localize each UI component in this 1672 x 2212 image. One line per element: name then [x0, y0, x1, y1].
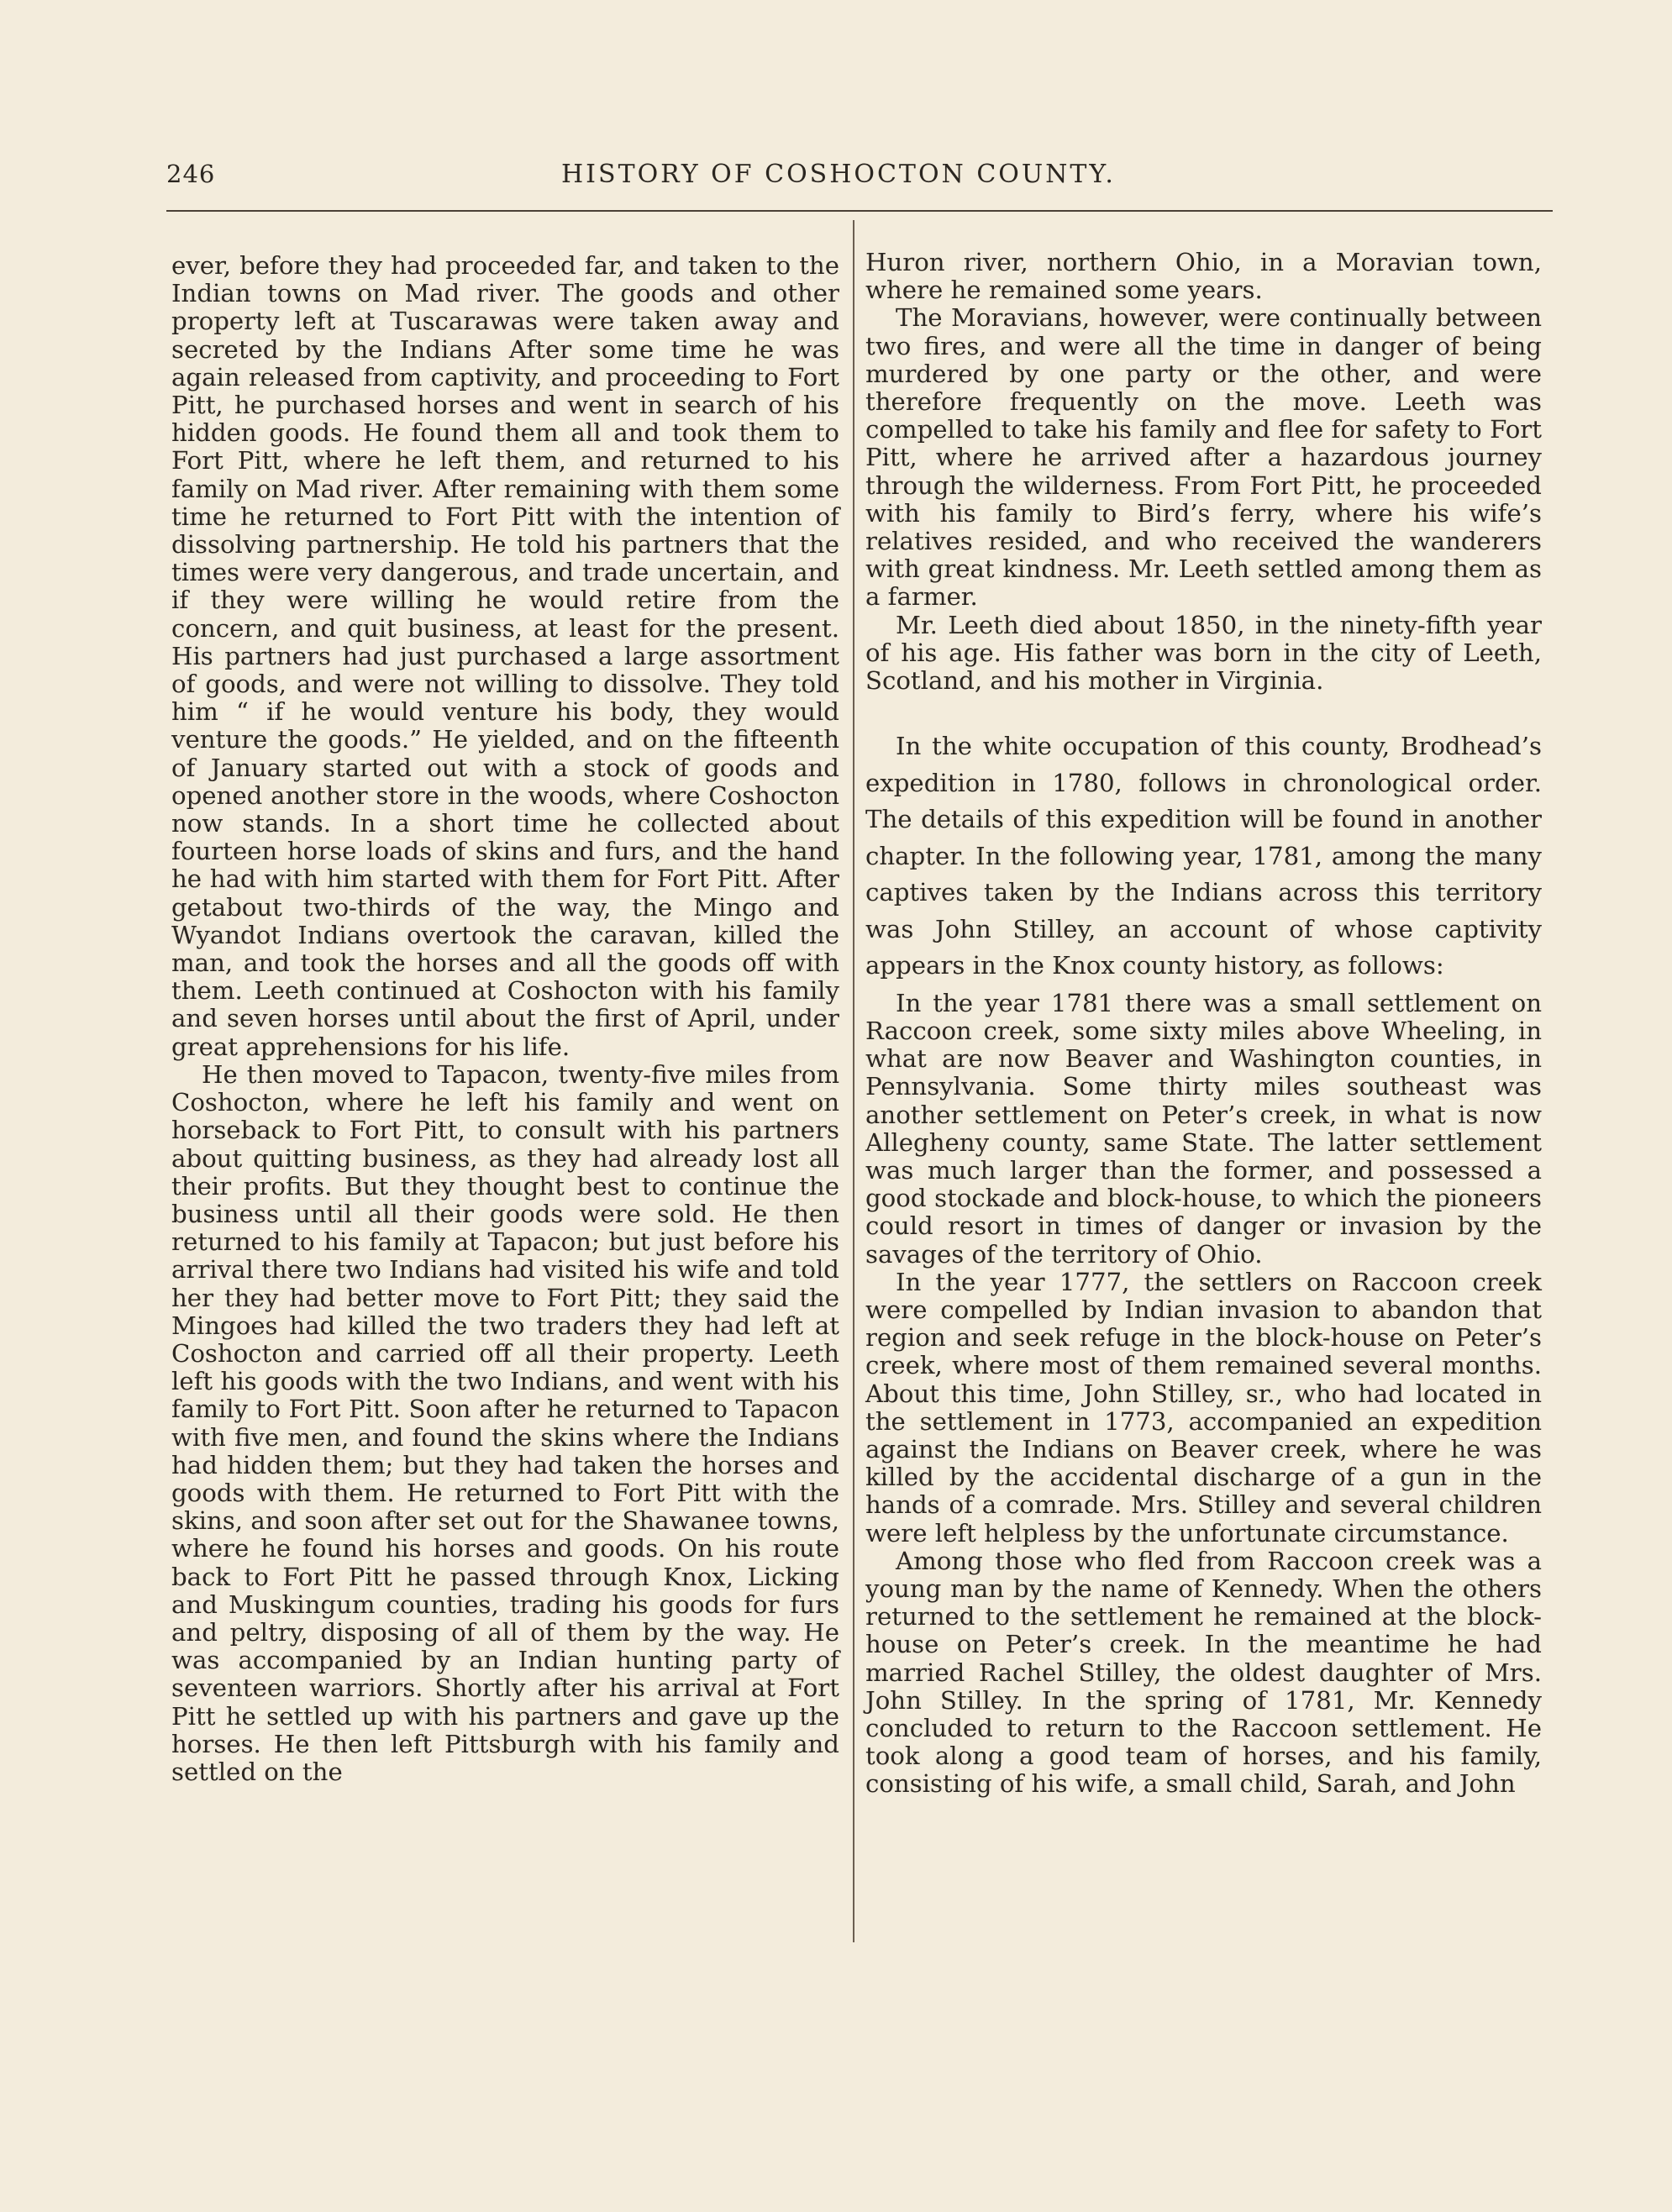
page-number: 246	[166, 160, 216, 188]
paragraph: In the year 1777, the settlers on Raccoon creek were compelled by Indian invasion to abandon that region and seek refuge in the block-house on Peter’s creek, where most of them remained several months. About this time, John Stilley, sr., who had located in the settlement in 1773, accompanied an expedition against the Indians on Beaver creek, where he was killed by the accidental discharge of a gun in the hands of a comrade. Mrs. Stilley and several children were left helpless by the unfortunate circumstance.	[865, 1267, 1542, 1547]
paragraph: In the year 1781 there was a small settlement on Raccoon creek, some sixty miles above Wheeling, in what are now Beaver and Washington counties, in Pennsylvania. Some thirty miles southeast was another settlement on Peter’s creek, in what is now Allegheny county, same State. The latter settlement was much larger than the former, and possessed a good stockade and block-house, to which the pioneers could resort in times of danger or invasion by the savages of the territory of Ohio.	[865, 988, 1542, 1269]
right-column	[865, 249, 1542, 1799]
paragraph: Among those who fled from Raccoon creek was a young man by the name of Kennedy. When the others returned to the settlement he remained at the block-house on Peter’s creek. In the meantime he had married Rachel Stilley, the oldest daughter of Mrs. John Stilley. In the spring of 1781, Mr. Kennedy concluded to return to the Raccoon settlement. He took along a good team of horses, and his family, consisting of his wife, a small child, Sarah, and John	[865, 1546, 1542, 1799]
paragraph: Huron river, northern Ohio, in a Moravian town, where he remained some years.	[865, 248, 1542, 305]
paragraph: ever, before they had proceeded far, and taken to the Indian towns on Mad river. The goods and other property left at Tuscarawas were taken away and secreted by the Indians After some time he was again released from captivity, and proceeding to Fort Pitt, he purchased horses and went in search of his hidden goods. He found them all and took them to Fort Pitt, where he left them, and returned to his family on Mad river. After remaining with them some time he returned to Fort Pitt with the intention of dissolving partnership. He told his partners that the times were very dangerous, and trade uncertain, and if they were willing he would retire from the concern, and quit business, at least for the present. His partners had just purchased a large assortment of goods, and were not willing to dissolve. They told him “ if he would venture his body, they would venture the goods.” He yielded, and on the fifteenth of January started out with a stock of goods and opened another store in the woods, where Coshocton now stands. In a short time he collected about fourteen horse loads of skins and furs, and the hand he had with him started with them for Fort Pitt. After getabout two-thirds of the way, the Mingo and Wyandot Indians overtook the caravan, killed the man, and took the horses and all the goods off with them. Leeth continued at Coshocton with his family and seven horses until about the first of April, under great apprehensions for his life.	[171, 251, 839, 1061]
paragraph: Mr. Leeth died about 1850, in the ninety-fifth year of his age. His father was born in the city of Leeth, Scotland, and his mother in Virginia.	[865, 610, 1542, 696]
left-column	[171, 252, 839, 1786]
paragraph: In the white occupation of this county, Brodhead’s expedition in 1780, follows in chronological order. The details of this expedition will be found in another chapter. In the following year, 1781, among the many captives taken by the Indians across this territory was John Stilley, an account of whose captivity appears in the Knox county history, as follows:	[865, 732, 1542, 980]
running-title: HISTORY OF COSHOCTON COUNTY.	[561, 160, 1116, 189]
header-rule	[166, 210, 1553, 212]
page-header	[166, 160, 1553, 193]
paragraph: He then moved to Tapacon, twenty-five miles from Coshocton, where he left his family and went on horseback to Fort Pitt, to consult with his partners about quitting business, as they had already lost all their profits. But they thought best to continue the business until all their goods were sold. He then returned to his family at Tapacon; but just before his arrival there two Indians had visited his wife and told her they had better move to Fort Pitt; they said the Mingoes had killed the two traders they had left at Coshocton and carried off all their property. Leeth left his goods with the two Indians, and went with his family to Fort Pitt. Soon after he returned to Tapacon with five men, and found the skins where the Indians had hidden them; but they had taken the horses and goods with them. He returned to Fort Pitt with the skins, and soon after set out for the Shawanee towns, where he found his horses and goods. On his route back to Fort Pitt he passed through Knox, Licking and Muskingum counties, trading his goods for furs and peltry, disposing of all of them by the way. He was accompanied by an Indian hunting party of seventeen warriors. Shortly after his arrival at Fort Pitt he settled up with his partners and gave up the horses. He then left Pittsburgh with his family and settled on the	[171, 1059, 839, 1786]
paragraph: The Moravians, however, were continually between two fires, and were all the time in danger of being murdered by one party or the other, and were therefore frequently on the move. Leeth was compelled to take his family and flee for safety to Fort Pitt, where he arrived after a hazardous journey through the wilderness. From Fort Pitt, he proceeded with his family to Bird’s ferry, where his wife’s relatives resided, and who received the wanderers with great kindness. Mr. Leeth settled among them as a farmer.	[865, 303, 1542, 612]
column-divider	[853, 220, 854, 1942]
